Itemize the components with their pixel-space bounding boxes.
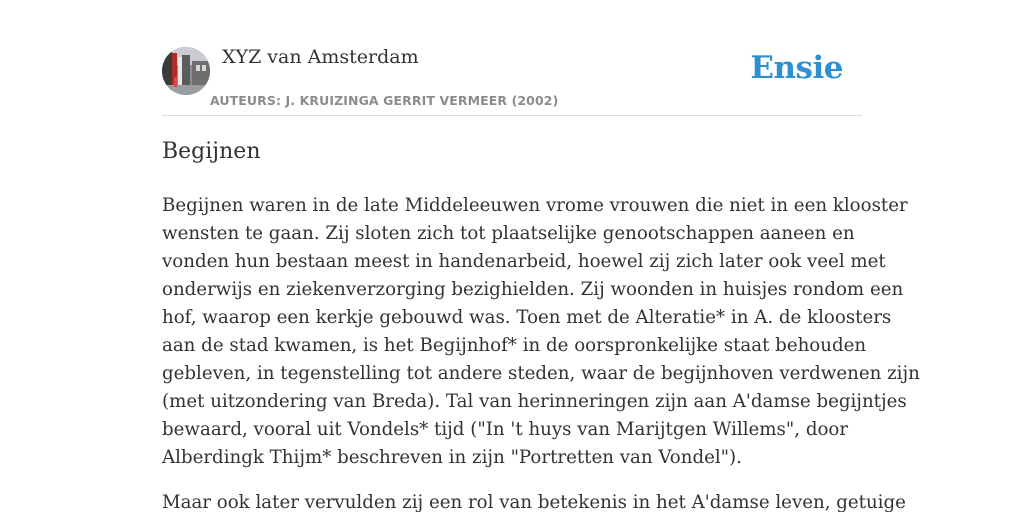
paragraph-line: bewaard, vooral uit Vondels* tijd ("In 't huys van Marijtgen Willems", door bbox=[162, 419, 849, 440]
paragraph-line: onderwijs en ziekenverzorging bezighielden. Zij woonden in huisjes rondom een bbox=[162, 279, 904, 300]
paragraph-1 bbox=[162, 192, 920, 472]
paragraph-line: wensten te gaan. Zij sloten zich tot plaatselijke genootschappen aaneen en bbox=[162, 223, 855, 244]
paragraph-2 bbox=[162, 489, 906, 512]
street-photo-icon bbox=[162, 47, 210, 95]
paragraph-line: Alberdingk Thijm* beschreven in zijn "Portretten van Vondel"). bbox=[162, 447, 742, 468]
ensie-logo[interactable]: Ensie bbox=[750, 50, 843, 86]
paragraph-line: vonden hun bestaan meest in handenarbeid, hoewel zij zich later ook veel met bbox=[162, 251, 886, 272]
paragraph-line: hof, waarop een kerkje gebouwd was. Toen met de Alteratie* in A. de kloosters bbox=[162, 307, 892, 328]
paragraph-line: Begijnen waren in de late Middeleeuwen vrome vrouwen die niet in een klooster bbox=[162, 195, 908, 216]
paragraph-line: gebleven, in tegenstelling tot andere steden, waar de begijnhoven verdwenen zijn bbox=[162, 363, 920, 384]
source-title[interactable]: XYZ van Amsterdam bbox=[222, 46, 419, 68]
paragraph-line: aan de stad kwamen, is het Begijnhof* in de oorspronkelijke staat behouden bbox=[162, 335, 867, 356]
entry-title: Begijnen bbox=[162, 139, 261, 164]
source-avatar[interactable] bbox=[162, 47, 210, 95]
entry-body bbox=[162, 192, 920, 512]
paragraph-line: Maar ook later vervulden zij een rol van betekenis in het A'damse leven, getuige bbox=[162, 492, 906, 512]
entry-header bbox=[162, 44, 862, 116]
authors-line: AUTEURS: J. KRUIZINGA GERRIT VERMEER (2002) bbox=[210, 93, 559, 108]
paragraph-line: (met uitzondering van Breda). Tal van herinneringen zijn aan A'damse begijntjes bbox=[162, 391, 907, 412]
